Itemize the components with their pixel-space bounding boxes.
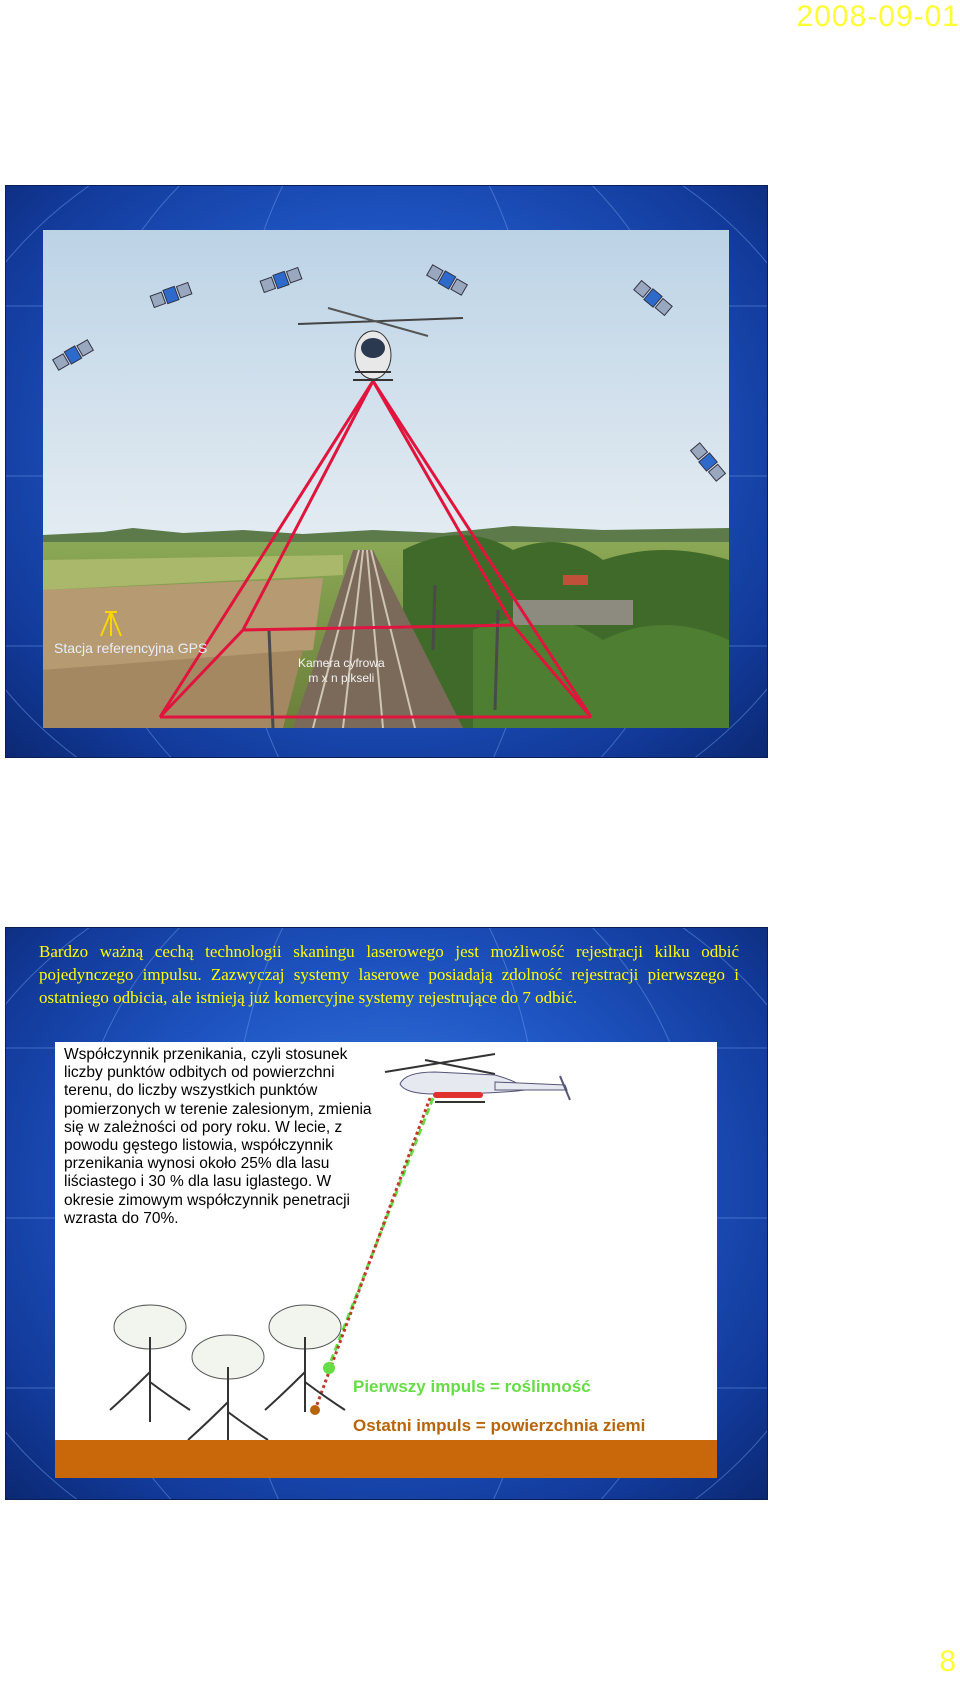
slide-multiple-returns <box>5 927 768 1500</box>
camera-label-line2: m x n pikseli <box>308 671 375 685</box>
page-number: 8 <box>939 1645 956 1678</box>
first-pulse-label: Pierwszy impuls = roślinność <box>353 1377 591 1396</box>
slide-lidar-setup <box>5 185 768 758</box>
camera-label <box>298 656 385 686</box>
helicopter-icon <box>385 1054 570 1102</box>
tree-icon <box>110 1305 345 1442</box>
last-pulse-label: Ostatni impuls = powierzchnia ziemi <box>353 1416 646 1435</box>
gps-station-label: Stacja referencyjna GPS <box>54 640 208 656</box>
penetration-description: Współczynnik przenikania, czyli stosunek liczby punktów odbitych od powierzchni terenu, do liczby wszystkich punktów pomierzonych w terenie zalesionym, zmienia się w zależności od pory roku. W lecie, z powodu gęstego listowia, współczynnik przenikania wynosi około 25% dla lasu liściastego i 30 % dla lasu iglastego. W okresie zimowym współczynnik penetracji wzrasta do 70%. <box>64 1046 372 1227</box>
pulse-diagram-panel <box>55 1042 717 1478</box>
pulse-diagram <box>55 1042 717 1478</box>
ground-surface <box>55 1440 717 1478</box>
intro-text: Bardzo ważną cechą technologii skaningu laserowego jest możliwość rejestracji kilku odbić pojedynczego impulsu. Zazwyczaj systemy laserowe posiadają zdolność rejestracji pierwszego i ostatniego odbicia, ale istnieją już komercyjne systemy rejestrujące do 7 odbić. <box>39 942 739 1007</box>
document-date: 2008-09-01 <box>796 0 960 33</box>
camera-label-line1: Kamera cyfrowa <box>298 656 385 670</box>
